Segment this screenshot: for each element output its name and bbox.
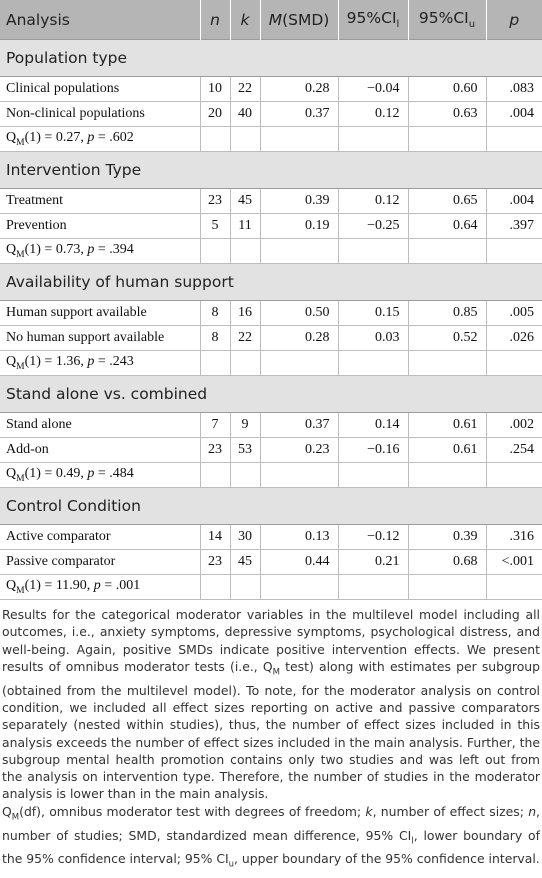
empty-cell <box>230 127 260 152</box>
table-cell: 22 <box>230 77 260 102</box>
table-header <box>0 0 542 40</box>
empty-cell <box>200 239 230 264</box>
qm-value: 1.36 <box>55 354 81 370</box>
empty-cell <box>260 127 338 152</box>
omnibus-test-row <box>0 463 542 488</box>
qm-value: 11.90 <box>55 578 87 594</box>
table-cell: Stand alone <box>0 413 200 438</box>
qm-df: 1 <box>29 130 37 146</box>
table-cell: .005 <box>486 301 542 326</box>
empty-cell <box>486 463 542 488</box>
table-cell: Active comparator <box>0 525 200 550</box>
table-cell: 20 <box>200 102 230 127</box>
empty-cell <box>486 239 542 264</box>
table-body <box>0 40 542 600</box>
empty-cell <box>408 127 486 152</box>
empty-cell <box>260 575 338 600</box>
qm-p: .602 <box>109 130 134 146</box>
table-notes <box>0 600 542 874</box>
group-title: Intervention Type <box>0 152 542 189</box>
group-title: Stand alone vs. combined <box>0 376 542 413</box>
empty-cell <box>200 575 230 600</box>
table-cell: 16 <box>230 301 260 326</box>
table-cell: 0.61 <box>408 413 486 438</box>
omnibus-test-result: $Q_M(1) = 11.90$, p = .001 <box>0 575 200 600</box>
table-cell: 30 <box>230 525 260 550</box>
empty-cell <box>260 239 338 264</box>
table-row <box>0 301 542 326</box>
table-row <box>0 326 542 351</box>
table-cell: −0.04 <box>338 77 408 102</box>
table-cell: 0.68 <box>408 550 486 575</box>
table-cell: 0.15 <box>338 301 408 326</box>
table-cell: 5 <box>200 214 230 239</box>
table-cell: 10 <box>200 77 230 102</box>
table-cell: .316 <box>486 525 542 550</box>
table-cell: 0.39 <box>408 525 486 550</box>
empty-cell <box>200 351 230 376</box>
header-ci-upper: $95\%CI_u$ <box>408 0 486 40</box>
table-row <box>0 438 542 463</box>
group-title: Availability of human support <box>0 264 542 301</box>
table-cell: 22 <box>230 326 260 351</box>
header-analysis: Analysis <box>0 0 200 40</box>
table-cell: 0.63 <box>408 102 486 127</box>
qm-p: .243 <box>109 354 134 370</box>
empty-cell <box>486 575 542 600</box>
qm-df: 1 <box>29 354 37 370</box>
header-row <box>0 0 542 40</box>
table-cell: 45 <box>230 189 260 214</box>
table-cell: 0.37 <box>260 413 338 438</box>
table-cell: 0.44 <box>260 550 338 575</box>
table-cell: Non-clinical populations <box>0 102 200 127</box>
table-cell: .083 <box>486 77 542 102</box>
omnibus-test-row <box>0 127 542 152</box>
omnibus-test-row <box>0 351 542 376</box>
empty-cell <box>486 127 542 152</box>
table-cell: Prevention <box>0 214 200 239</box>
empty-cell <box>338 239 408 264</box>
table-cell: 0.64 <box>408 214 486 239</box>
omnibus-test-result: $Q_M(1) = 0.27$, p = .602 <box>0 127 200 152</box>
empty-cell <box>338 575 408 600</box>
qm-value: 0.73 <box>55 242 81 258</box>
table-cell: 7 <box>200 413 230 438</box>
table-row <box>0 214 542 239</box>
qm-value: 0.27 <box>55 130 81 146</box>
empty-cell <box>260 463 338 488</box>
omnibus-test-row <box>0 575 542 600</box>
table-cell: −0.25 <box>338 214 408 239</box>
group-header-row <box>0 40 542 77</box>
empty-cell <box>230 239 260 264</box>
empty-cell <box>338 127 408 152</box>
table-cell: 0.03 <box>338 326 408 351</box>
table-row <box>0 77 542 102</box>
omnibus-test-result: $Q_M(1) = 1.36$, p = .243 <box>0 351 200 376</box>
table-cell: .397 <box>486 214 542 239</box>
table-cell: Passive comparator <box>0 550 200 575</box>
qm-df: 1 <box>29 242 37 258</box>
table-cell: 0.50 <box>260 301 338 326</box>
group-header-row <box>0 152 542 189</box>
table-cell: 0.23 <box>260 438 338 463</box>
group-header-row <box>0 488 542 525</box>
qm-df: 1 <box>29 466 37 482</box>
table-cell: 40 <box>230 102 260 127</box>
empty-cell <box>338 351 408 376</box>
table-cell: −0.12 <box>338 525 408 550</box>
table-cell: 0.52 <box>408 326 486 351</box>
empty-cell <box>200 463 230 488</box>
table-cell: 53 <box>230 438 260 463</box>
group-title: Control Condition <box>0 488 542 525</box>
table-cell: 0.12 <box>338 102 408 127</box>
table-footnote-description: Results for the categorical moderator variables in the multilevel model including all outcomes, i.e., anxiety symptoms, depressive symptoms, psychological distress, and well-being. Again, positive SMDs indicate positive intervention effects. We present results of omnibus moderator tests (i.e., $Q_M$ test) along with estimates per subgroup (obtained from the multilevel model). To note, for the moderator analysis on control condition, we included all effect sizes reporting on active and passive comparators separately (nested within studies), thus, the number of effect sizes included in this analysis exceeds the number of effect sizes included in the main analysis. Further, the subgroup mental health promotion contains only two studies and was left out from the analysis on intervention type. Therefore, the number of studies in the moderator analysis is lower than in the main analysis. <box>2 607 540 802</box>
table-row <box>0 550 542 575</box>
table-footnote-abbreviations: $Q_M(df)$, omnibus moderator test with degrees of freedom; k, number of effect sizes; n, number of studies; SMD, standardized mean difference, 95% $CI_l$, lower boundary of the 95% confidence interval; 95% $CI_u$, upper boundary of the 95% confidence interval. <box>2 803 541 870</box>
table-cell: Treatment <box>0 189 200 214</box>
table-cell: 0.60 <box>408 77 486 102</box>
table-cell: .002 <box>486 413 542 438</box>
qm-p: .001 <box>115 578 141 594</box>
header-mean-smd: M(SMD) <box>260 0 338 40</box>
table-cell: .026 <box>486 326 542 351</box>
table-cell: 0.61 <box>408 438 486 463</box>
empty-cell <box>230 463 260 488</box>
table-cell: 23 <box>200 550 230 575</box>
empty-cell <box>260 351 338 376</box>
table-cell: .004 <box>486 102 542 127</box>
header-k: k <box>230 0 260 40</box>
table-cell: Add-on <box>0 438 200 463</box>
table-cell: Clinical populations <box>0 77 200 102</box>
table-cell: 14 <box>200 525 230 550</box>
table-cell: −0.16 <box>338 438 408 463</box>
table-cell: 0.28 <box>260 326 338 351</box>
group-header-row <box>0 376 542 413</box>
qm-p: .484 <box>109 466 134 482</box>
table-cell: 0.21 <box>338 550 408 575</box>
table-cell: 0.12 <box>338 189 408 214</box>
table-cell: .004 <box>486 189 542 214</box>
group-header-row <box>0 264 542 301</box>
qm-value: 0.49 <box>55 466 81 482</box>
empty-cell <box>408 239 486 264</box>
table-cell: 0.13 <box>260 525 338 550</box>
omnibus-test-result: $Q_M(1) = 0.49$, p = .484 <box>0 463 200 488</box>
table-cell: 23 <box>200 189 230 214</box>
table-cell: 11 <box>230 214 260 239</box>
table-cell: <.001 <box>486 550 542 575</box>
table-cell: 45 <box>230 550 260 575</box>
empty-cell <box>486 351 542 376</box>
table-cell: .254 <box>486 438 542 463</box>
table-cell: 0.37 <box>260 102 338 127</box>
table-cell: 9 <box>230 413 260 438</box>
table-cell: 0.39 <box>260 189 338 214</box>
table-row <box>0 525 542 550</box>
empty-cell <box>408 575 486 600</box>
table-row <box>0 102 542 127</box>
table-cell: 8 <box>200 326 230 351</box>
table-row <box>0 413 542 438</box>
qm-df: 1 <box>29 578 37 594</box>
table-cell: 23 <box>200 438 230 463</box>
table-cell: 0.65 <box>408 189 486 214</box>
table-cell: 0.14 <box>338 413 408 438</box>
table-cell: 0.28 <box>260 77 338 102</box>
table-cell: 0.19 <box>260 214 338 239</box>
empty-cell <box>408 351 486 376</box>
table-cell: Human support available <box>0 301 200 326</box>
omnibus-test-result: $Q_M(1) = 0.73$, p = .394 <box>0 239 200 264</box>
empty-cell <box>338 463 408 488</box>
header-p: p <box>486 0 542 40</box>
empty-cell <box>200 127 230 152</box>
table-cell: 8 <box>200 301 230 326</box>
empty-cell <box>230 351 260 376</box>
table-cell: No human support available <box>0 326 200 351</box>
group-title: Population type <box>0 40 542 77</box>
empty-cell <box>408 463 486 488</box>
header-n: n <box>200 0 230 40</box>
empty-cell <box>230 575 260 600</box>
header-ci-lower: $95\%CI_l$ <box>338 0 408 40</box>
table-row <box>0 189 542 214</box>
omnibus-test-row <box>0 239 542 264</box>
qm-p: .394 <box>109 242 134 258</box>
table-cell: 0.85 <box>408 301 486 326</box>
